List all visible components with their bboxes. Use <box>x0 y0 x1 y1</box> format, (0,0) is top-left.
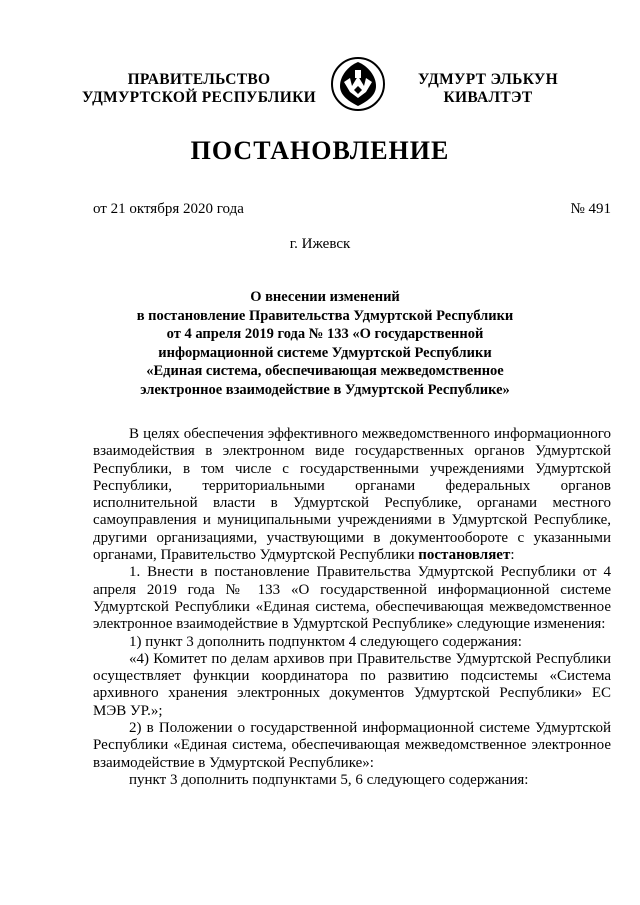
header-right-line2: КИВАЛТЭТ <box>443 89 533 106</box>
body-paragraph-preamble <box>93 426 611 564</box>
resolves-keyword: постановляет <box>418 547 511 564</box>
subject-line: электронное взаимодействие в Удмуртской Республике» <box>140 381 510 398</box>
document-date: от 21 октября 2020 года <box>93 201 244 217</box>
header-left <box>74 71 324 107</box>
document-number: № 491 <box>570 201 611 217</box>
document-body <box>93 426 611 789</box>
body-paragraph-subitem-2: 2) в Положении о государственной информационной системе Удмуртской Республики «Единая система, обеспечивающая межведомственное электронное взаимодействие в Удмуртской Республике»: <box>93 720 611 771</box>
body-paragraph-point-3: пункт 3 дополнить подпунктами 5, 6 следующего содержания: <box>129 771 529 788</box>
body-paragraph-quote-4: «4) Комитет по делам архивов при Правительстве Удмуртской Республики осуществляет функции координатора по развитию подсистемы «Система архивного хранения электронных документов Удмуртской Республики» ЕС МЭВ УР.»; <box>93 650 611 719</box>
body-paragraph-subitem-1: 1) пункт 3 дополнить подпунктом 4 следующего содержания: <box>129 633 522 650</box>
document-title: ПОСТАНОВЛЕНИЕ <box>190 136 450 165</box>
subject-line: от 4 апреля 2019 года № 133 «О государственной <box>166 326 484 342</box>
subject-line: в постановление Правительства Удмуртской Республики <box>136 307 514 324</box>
header-right <box>408 71 568 107</box>
udmurtia-coat-of-arms-icon <box>330 56 386 112</box>
header-right-line1: УДМУРТ ЭЛЬКУН <box>418 71 558 88</box>
preamble-colon: : <box>510 547 515 564</box>
body-paragraph-item-1: 1. Внести в постановление Правительства Удмуртской Республики от 4 апреля 2019 года № 133 «О государственной информационной системе Удмуртской Республики «Единая система, обеспечивающая межведомственное электронное взаимодействие в Удмуртской Республике» следующие изменения: <box>93 564 611 633</box>
header-left-line2: УДМУРТСКОЙ РЕСПУБЛИКИ <box>81 89 316 106</box>
preamble-text: В целях обеспечения эффективного межведомственного информационного взаимодействия в электронном виде государственных органов Удмуртской Республики, в том числе с государственными учреждениями Удмуртской Республики, территориальными органами федеральных органов исполнительной власти в Удмуртской Республике, органами местного самоуправления и муниципальными учреждениями в Удмуртской Республике, другими организациями, участвующими в документообороте с указанными органами, Правительство Удмуртской Республики <box>93 426 611 564</box>
subject-line: информационной системе Удмуртской Республики <box>158 344 492 361</box>
subject-line: О внесении изменений <box>250 289 400 305</box>
header-left-line1: ПРАВИТЕЛЬСТВО <box>127 71 271 88</box>
document-subject <box>90 288 560 399</box>
document-city: г. Ижевск <box>289 236 351 252</box>
subject-line: «Единая система, обеспечивающая межведомственное <box>146 363 504 379</box>
